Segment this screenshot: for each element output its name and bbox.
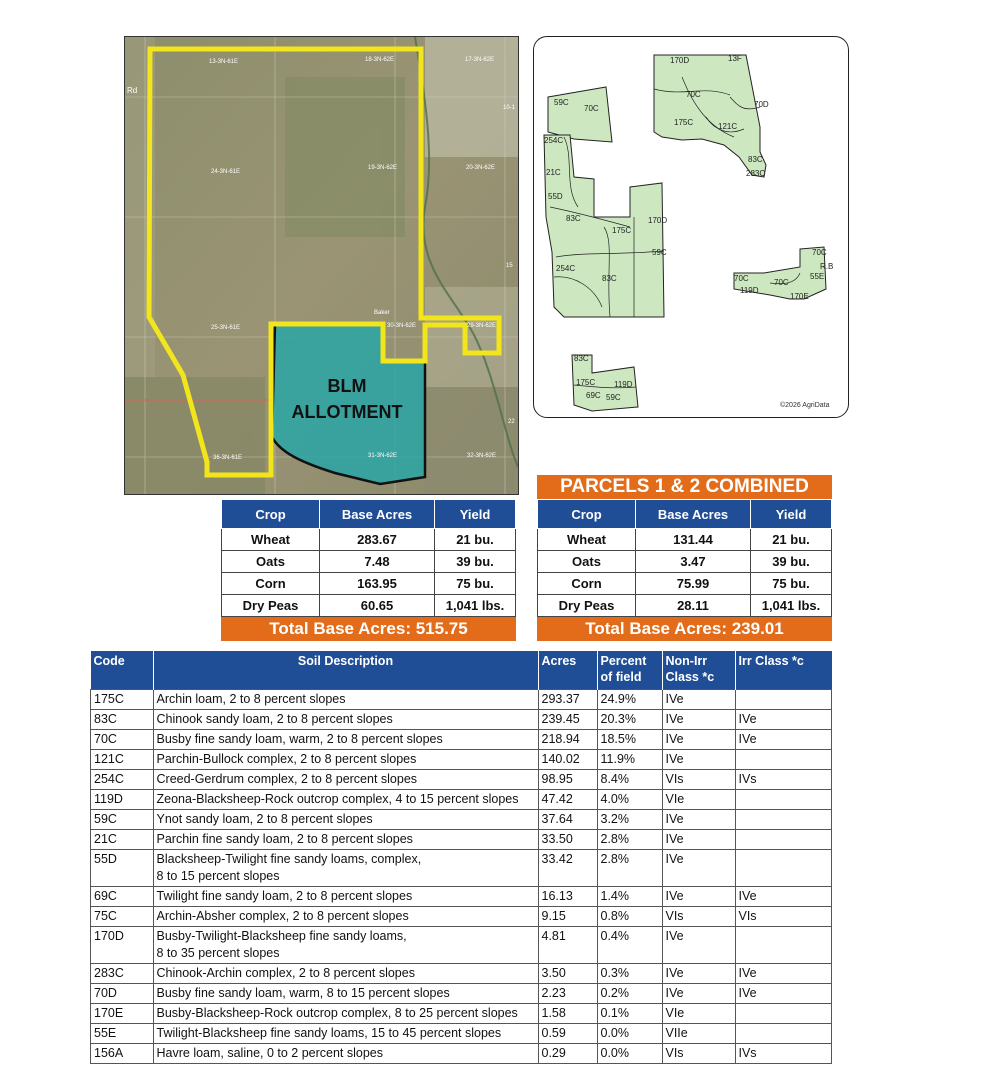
soil-unit-label: 170D — [648, 216, 668, 225]
code-cell: 156A — [91, 1044, 154, 1064]
crop-cell: Dry Peas — [222, 595, 320, 617]
acres-cell: 140.02 — [538, 750, 597, 770]
yield-cell: 39 bu. — [435, 551, 516, 573]
non-irr-class-cell: VIs — [662, 1044, 735, 1064]
irr-class-cell — [735, 830, 832, 850]
code-cell: 170E — [91, 1004, 154, 1024]
soil-unit-label: 13F — [728, 54, 742, 63]
soil-unit-label: 175C — [674, 118, 694, 127]
description-cell — [153, 750, 538, 770]
soil-unit-label: 119D — [740, 286, 759, 295]
header-percent-line1: Percent — [600, 654, 647, 668]
section-label: 22 — [508, 419, 515, 425]
soil-unit-label: 59C — [606, 393, 621, 402]
description-cell — [153, 690, 538, 710]
base-acres-cell: 131.44 — [636, 529, 751, 551]
non-irr-class-cell: VIs — [662, 907, 735, 927]
table-row — [91, 790, 832, 810]
description-cell — [153, 887, 538, 907]
description-line: Archin loam, 2 to 8 percent slopes — [156, 692, 346, 706]
header-crop: Crop — [538, 500, 636, 529]
irr-class-cell: IVe — [735, 964, 832, 984]
code-cell: 55D — [91, 850, 154, 887]
header-base-acres: Base Acres — [320, 500, 435, 529]
code-cell: 170D — [91, 927, 154, 964]
non-irr-class-cell: IVe — [662, 710, 735, 730]
table-row — [91, 830, 832, 850]
section-label: 15 — [506, 263, 513, 269]
section-label: 30-3N-62E — [387, 323, 417, 329]
irr-class-cell — [735, 750, 832, 770]
description-cell — [153, 850, 538, 887]
base-acres-table-combined — [537, 475, 832, 641]
header-nonirr-line1: Non-Irr — [665, 654, 708, 668]
soil-unit-label: 59C — [652, 248, 667, 257]
soil-unit-label: 70C — [774, 278, 789, 287]
irr-class-cell: IVs — [735, 770, 832, 790]
blm-allotment-label: ALLOTMENT — [291, 402, 403, 422]
description-cell — [153, 984, 538, 1004]
non-irr-class-cell: VIs — [662, 770, 735, 790]
header-yield: Yield — [435, 500, 516, 529]
code-cell: 21C — [91, 830, 154, 850]
acres-cell: 0.29 — [538, 1044, 597, 1064]
table-row — [538, 595, 832, 617]
table-row — [91, 1044, 832, 1064]
non-irr-class-cell: IVe — [662, 730, 735, 750]
non-irr-class-cell: IVe — [662, 830, 735, 850]
section-label: 17-3N-62E — [465, 57, 495, 63]
section-label: Baker — [374, 310, 390, 316]
combined-title: PARCELS 1 & 2 COMBINED — [537, 475, 832, 499]
section-label: 13-3N-61E — [209, 59, 239, 65]
non-irr-class-cell: VIe — [662, 790, 735, 810]
table-row — [538, 529, 832, 551]
acres-cell: 1.58 — [538, 1004, 597, 1024]
code-cell: 75C — [91, 907, 154, 927]
aerial-map — [124, 36, 519, 495]
soil-unit-label: 254C — [556, 264, 576, 273]
table-row — [91, 690, 832, 710]
table-row — [91, 1024, 832, 1044]
base-acres-cell: 3.47 — [636, 551, 751, 573]
soil-unit-label: 83C — [602, 274, 617, 283]
description-cell — [153, 770, 538, 790]
header-yield: Yield — [751, 500, 832, 529]
parcel-small-northwest — [548, 87, 612, 142]
base-acres-cell: 283.67 — [320, 529, 435, 551]
base-acres-table — [537, 499, 832, 617]
soil-unit-label: 55E — [810, 272, 825, 281]
description-line: Busby-Blacksheep-Rock outcrop complex, 8 to 25 percent slopes — [156, 1006, 518, 1020]
description-line: Busby fine sandy loam, warm, 2 to 8 percent slopes — [156, 732, 443, 746]
irr-class-cell — [735, 1024, 832, 1044]
non-irr-class-cell: VIIe — [662, 1024, 735, 1044]
total-base-acres: Total Base Acres: 239.01 — [537, 617, 832, 641]
soil-unit-label: 170D — [670, 56, 690, 65]
non-irr-class-cell: IVe — [662, 850, 735, 887]
header-percent-line2: of field — [600, 670, 642, 684]
header-crop: Crop — [222, 500, 320, 529]
description-cell — [153, 730, 538, 750]
acres-cell: 37.64 — [538, 810, 597, 830]
section-label: 36-3N-61E — [213, 455, 243, 461]
code-cell: 69C — [91, 887, 154, 907]
non-irr-class-cell: IVe — [662, 984, 735, 1004]
percent-cell: 11.9% — [597, 750, 662, 770]
crop-cell: Dry Peas — [538, 595, 636, 617]
section-label: 29-3N-62E — [467, 323, 497, 329]
code-cell: 119D — [91, 790, 154, 810]
table-row — [91, 964, 832, 984]
acres-cell: 218.94 — [538, 730, 597, 750]
irr-class-cell: IVe — [735, 887, 832, 907]
section-label: 18-3N-62E — [365, 57, 395, 63]
percent-cell: 0.0% — [597, 1044, 662, 1064]
header-acres: Acres — [538, 651, 597, 690]
acres-cell: 9.15 — [538, 907, 597, 927]
description-cell — [153, 927, 538, 964]
code-cell: 59C — [91, 810, 154, 830]
soil-map — [533, 36, 849, 418]
irr-class-cell: IVe — [735, 730, 832, 750]
table-row — [222, 529, 516, 551]
table-row — [91, 850, 832, 887]
yield-cell: 21 bu. — [751, 529, 832, 551]
percent-cell: 1.4% — [597, 887, 662, 907]
table-row — [91, 750, 832, 770]
irr-class-cell — [735, 1004, 832, 1024]
percent-cell: 0.0% — [597, 1024, 662, 1044]
section-label: 32-3N-62E — [467, 453, 497, 459]
description-line: Parchin fine sandy loam, 2 to 8 percent slopes — [156, 832, 413, 846]
acres-cell: 16.13 — [538, 887, 597, 907]
table-row — [91, 710, 832, 730]
irr-class-cell: IVe — [735, 710, 832, 730]
yield-cell: 39 bu. — [751, 551, 832, 573]
non-irr-class-cell: IVe — [662, 810, 735, 830]
soils-table-body — [91, 690, 832, 1064]
code-cell: 70C — [91, 730, 154, 750]
acres-cell: 2.23 — [538, 984, 597, 1004]
map-copyright: ©2026 AgriData — [780, 402, 830, 409]
percent-cell: 2.8% — [597, 850, 662, 887]
yield-cell: 21 bu. — [435, 529, 516, 551]
soil-unit-label: R.B — [820, 262, 834, 271]
soil-unit-label: 119D — [614, 380, 633, 389]
soil-unit-label: 83C — [748, 155, 763, 164]
percent-cell: 3.2% — [597, 810, 662, 830]
acres-cell: 293.37 — [538, 690, 597, 710]
description-cell — [153, 810, 538, 830]
percent-cell: 4.0% — [597, 790, 662, 810]
table-row — [91, 810, 832, 830]
yield-cell: 75 bu. — [435, 573, 516, 595]
soil-unit-label: 21C — [546, 168, 561, 177]
soil-unit-label: 70C — [584, 104, 599, 113]
table-row — [91, 730, 832, 750]
section-label: 24-3N-61E — [211, 169, 241, 175]
soil-unit-label: 70C — [812, 248, 827, 257]
acres-cell: 33.50 — [538, 830, 597, 850]
table-row — [538, 551, 832, 573]
irr-class-cell — [735, 810, 832, 830]
non-irr-class-cell: IVe — [662, 964, 735, 984]
non-irr-class-cell: IVe — [662, 750, 735, 770]
irr-class-cell — [735, 790, 832, 810]
acres-cell: 0.59 — [538, 1024, 597, 1044]
non-irr-class-cell: IVe — [662, 690, 735, 710]
base-acres-cell: 163.95 — [320, 573, 435, 595]
code-cell: 83C — [91, 710, 154, 730]
percent-cell: 18.5% — [597, 730, 662, 750]
table-row — [538, 573, 832, 595]
description-line: Ynot sandy loam, 2 to 8 percent slopes — [156, 812, 373, 826]
description-line: Busby-Twilight-Blacksheep fine sandy loams, — [156, 929, 407, 943]
base-acres-cell: 28.11 — [636, 595, 751, 617]
section-label: 25-3N-61E — [211, 325, 241, 331]
soil-unit-label: 70D — [754, 100, 769, 109]
code-cell: 121C — [91, 750, 154, 770]
percent-cell: 0.3% — [597, 964, 662, 984]
soil-unit-label: 55D — [548, 192, 563, 201]
non-irr-class-cell: IVe — [662, 887, 735, 907]
crop-cell: Corn — [222, 573, 320, 595]
acres-cell: 239.45 — [538, 710, 597, 730]
description-line: Creed-Gerdrum complex, 2 to 8 percent slopes — [156, 772, 418, 786]
description-line: Chinook sandy loam, 2 to 8 percent slopes — [156, 712, 393, 726]
irr-class-cell — [735, 927, 832, 964]
table-row — [91, 770, 832, 790]
soil-unit-label: 170E — [790, 292, 809, 301]
soil-unit-label: 254C — [544, 136, 564, 145]
header-non-irr-class — [662, 651, 735, 690]
table-row — [222, 595, 516, 617]
description-line: Busby fine sandy loam, warm, 8 to 15 percent slopes — [156, 986, 450, 1000]
table-row — [91, 984, 832, 1004]
base-acres-cell: 60.65 — [320, 595, 435, 617]
total-base-acres: Total Base Acres: 515.75 — [221, 617, 516, 641]
acres-cell: 33.42 — [538, 850, 597, 887]
percent-cell: 24.9% — [597, 690, 662, 710]
acres-cell: 47.42 — [538, 790, 597, 810]
description-cell — [153, 1024, 538, 1044]
table-row — [222, 551, 516, 573]
section-label: 20-3N-62E — [466, 165, 496, 171]
description-line: Zeona-Blacksheep-Rock outcrop complex, 4 to 15 percent slopes — [156, 792, 519, 806]
code-cell: 70D — [91, 984, 154, 1004]
yield-cell: 1,041 lbs. — [751, 595, 832, 617]
code-cell: 283C — [91, 964, 154, 984]
description-line: 8 to 15 percent slopes — [156, 869, 280, 883]
non-irr-class-cell: VIe — [662, 1004, 735, 1024]
code-cell: 175C — [91, 690, 154, 710]
soil-unit-label: 83C — [566, 214, 581, 223]
irr-class-cell: VIs — [735, 907, 832, 927]
parcel-west — [544, 135, 664, 317]
percent-cell: 0.8% — [597, 907, 662, 927]
section-label: Rd — [127, 86, 138, 95]
soil-unit-label: 283C — [746, 169, 766, 178]
description-line: Parchin-Bullock complex, 2 to 8 percent slopes — [156, 752, 417, 766]
header-code: Code — [91, 651, 154, 690]
acres-cell: 4.81 — [538, 927, 597, 964]
base-acres-cell: 75.99 — [636, 573, 751, 595]
irr-class-cell — [735, 690, 832, 710]
blm-allotment-label: BLM — [327, 376, 367, 396]
soils-table — [90, 651, 832, 1064]
description-line: Twilight-Blacksheep fine sandy loams, 15 to 45 percent slopes — [156, 1026, 502, 1040]
table-row — [222, 573, 516, 595]
percent-cell: 0.4% — [597, 927, 662, 964]
soil-unit-label: 70C — [686, 90, 701, 99]
soil-unit-label: 70C — [734, 274, 749, 283]
yield-cell: 75 bu. — [751, 573, 832, 595]
soil-unit-label: 83C — [574, 354, 589, 363]
percent-cell: 20.3% — [597, 710, 662, 730]
base-acres-table — [221, 499, 516, 617]
table-row — [91, 887, 832, 907]
percent-cell: 0.2% — [597, 984, 662, 1004]
description-cell — [153, 907, 538, 927]
acres-cell: 3.50 — [538, 964, 597, 984]
description-line: 8 to 35 percent slopes — [156, 946, 280, 960]
code-cell: 254C — [91, 770, 154, 790]
crop-cell: Wheat — [222, 529, 320, 551]
header-irr-class: Irr Class *c — [735, 651, 832, 690]
irr-class-cell — [735, 850, 832, 887]
soil-unit-label: 175C — [576, 378, 596, 387]
base-acres-cell: 7.48 — [320, 551, 435, 573]
description-line: Blacksheep-Twilight fine sandy loams, complex, — [156, 852, 422, 866]
crop-cell: Oats — [538, 551, 636, 573]
acres-cell: 98.95 — [538, 770, 597, 790]
soil-unit-label: 59C — [554, 98, 569, 107]
base-acres-table-total — [221, 499, 516, 641]
header-percent-of-field — [597, 651, 662, 690]
description-cell — [153, 710, 538, 730]
crop-cell: Oats — [222, 551, 320, 573]
description-cell — [153, 1004, 538, 1024]
description-line: Chinook-Archin complex, 2 to 8 percent slopes — [156, 966, 415, 980]
description-cell — [153, 790, 538, 810]
description-line: Twilight fine sandy loam, 2 to 8 percent slopes — [156, 889, 413, 903]
soil-unit-label: 121C — [718, 122, 738, 131]
soil-unit-label: 69C — [586, 391, 601, 400]
description-cell — [153, 1044, 538, 1064]
header-nonirr-line2: Class *c — [665, 670, 715, 684]
irr-class-cell: IVs — [735, 1044, 832, 1064]
table-row — [91, 927, 832, 964]
percent-cell: 2.8% — [597, 830, 662, 850]
description-line: Havre loam, saline, 0 to 2 percent slopes — [156, 1046, 384, 1060]
percent-cell: 0.1% — [597, 1004, 662, 1024]
yield-cell: 1,041 lbs. — [435, 595, 516, 617]
table-row — [91, 907, 832, 927]
description-cell — [153, 964, 538, 984]
crop-cell: Wheat — [538, 529, 636, 551]
table-row — [91, 1004, 832, 1024]
section-label: 10-1 — [503, 105, 516, 111]
description-line: Archin-Absher complex, 2 to 8 percent slopes — [156, 909, 409, 923]
section-label: 31-3N-62E — [368, 453, 398, 459]
irr-class-cell: IVe — [735, 984, 832, 1004]
soil-unit-label: 175C — [612, 226, 632, 235]
code-cell: 55E — [91, 1024, 154, 1044]
percent-cell: 8.4% — [597, 770, 662, 790]
non-irr-class-cell: IVe — [662, 927, 735, 964]
header-soil-description: Soil Description — [153, 651, 538, 690]
crop-cell: Corn — [538, 573, 636, 595]
description-cell — [153, 830, 538, 850]
section-label: 19-3N-62E — [368, 165, 398, 171]
header-base-acres: Base Acres — [636, 500, 751, 529]
